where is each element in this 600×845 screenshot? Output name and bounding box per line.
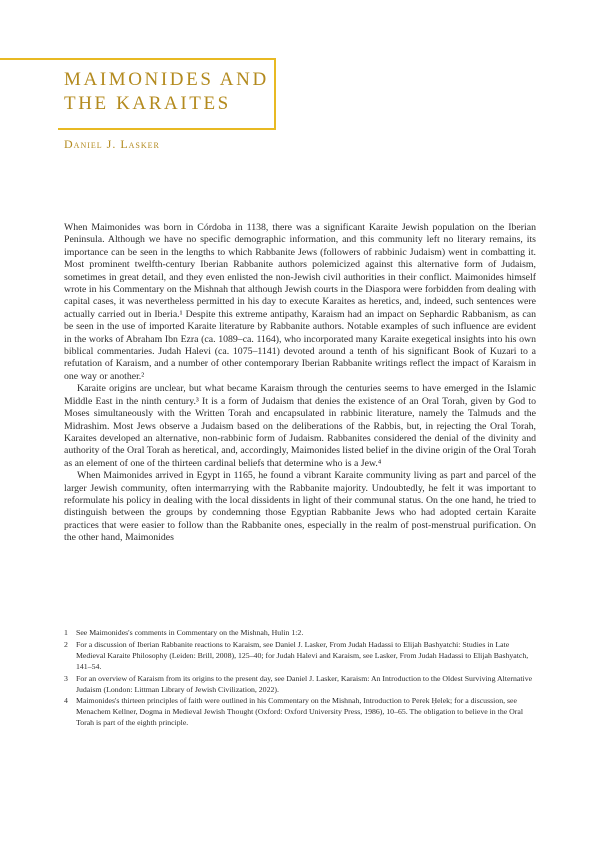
footnote-number: 3 xyxy=(64,673,68,683)
footnote-text: Maimonides's thirteen principles of faith were outlined in his Commentary on the Mishnah, Introduction to Perek Ḥelek; for a discussion, see Menachem Kellner, Dogma in Medieval Jewish Thought (Oxford: Oxford University Press, 1986), 10–65. The obligation to believe in the Oral Torah is part of the eighth principle. xyxy=(76,696,523,728)
chapter-title xyxy=(64,68,269,116)
footnote xyxy=(64,696,536,729)
body-paragraph: When Maimonides was born in Córdoba in 1138, there was a significant Karaite Jewish population on the Iberian Peninsula. Although we have no specific demographic information, and this community left no literary remains, its importance can be seen in the lengths to which Rabbanite Jews (followers of rabbinic Judaism) went in combatting it. Most prominent twelfth-century Iberian Rabbanite authors polemicized against this alternative form of Judaism, sometimes in great detail, and they even enlisted the non-Jewish civil authorities in their conflict. Maimonides himself wrote in his Commentary on the Mishnah that although Jewish courts in the Diaspora were forbidden from dealing with capital cases, it was nevertheless permitted in his day to execute Karaites as heretics, and, indeed, such sentences were actually carried out in Iberia.¹ Despite this extreme antipathy, Karaism had an impact on Sephardic Rabbanism, as can be seen in the use of imported Karaite literature by Rabbanite authors. Notable examples of such influence are evident in the works of Abraham Ibn Ezra (ca. 1089–ca. 1164), who incorporated many Karaite exegetical insights into his own biblical commentaries. Judah Halevi (ca. 1075–1141) devoted around a tenth of his significant Book of Kuzari to a refutation of Karaism, and a number of other contemporary Iberian Rabbanite writings reflect the impact of Karaism in one way or another.² xyxy=(64,222,536,382)
footnote xyxy=(64,628,536,639)
footnote-number: 2 xyxy=(64,639,68,649)
title-frame-top-rule xyxy=(0,58,276,60)
footnotes xyxy=(64,628,536,730)
footnote xyxy=(64,640,536,673)
footnote-text: See Maimonides's comments in Commentary on the Mishnah, Hulin 1:2. xyxy=(76,628,304,637)
footnote-number: 1 xyxy=(64,628,68,637)
chapter-title-line-2: THE KARAITES xyxy=(64,93,231,114)
author-name: Daniel J. Lasker xyxy=(64,137,160,151)
body-text xyxy=(64,222,536,545)
footnote-text: For an overview of Karaism from its origins to the present day, see Daniel J. Lasker, Karaism: An Introduction to the Oldest Surviving Alternative Judaism (London: Littman Library of Jewish Civilization, 2022). xyxy=(76,673,533,694)
footnote xyxy=(64,674,536,696)
footnote-number: 4 xyxy=(64,696,68,706)
chapter-title-line-1: MAIMONIDES AND xyxy=(64,69,269,90)
title-frame-right-rule xyxy=(274,58,276,130)
footnote-text: For a discussion of Iberian Rabbanite reactions to Karaism, see Daniel J. Lasker, From Judah Hadassi to Elijah Bashyatchi: Studies in Late Medieval Karaite Philosophy (Leiden: Brill, 2008), 125–40; for Judah Halevi and Karaism, see Lasker, From Judah Hadassi to Elijah Bashyatch, 141–54. xyxy=(76,639,529,671)
title-frame-bottom-rule xyxy=(58,128,276,130)
body-paragraph: Karaite origins are unclear, but what became Karaism through the centuries seems to have emerged in the Islamic Middle East in the ninth century.³ It is a form of Judaism that denies the existence of an Oral Torah, given by God to Moses simultaneously with the Written Torah and encapsulated in rabbinic literature, namely the Talmuds and the Midrashim. Most Jews observe a Judaism based on the deliberations of the Rabbis, but, in rejecting the Oral Torah, Karaites developed an alternative, non-rabbinic form of Judaism. Rabbanites considered the denial of the divinity and authority of the Oral Torah as heretical, and, accordingly, Maimonides listed belief in the divine origin of the Oral Torah as an element of one of the thirteen cardinal beliefs that determine who is a Jew.⁴ xyxy=(64,383,536,469)
body-paragraph: When Maimonides arrived in Egypt in 1165, he found a vibrant Karaite community living as part and parcel of the larger Jewish community, often intermarrying with the Rabbanite majority. Undoubtedly, he felt it was important to reformulate his policy in dealing with the local dissidents in light of their communal status. On the one hand, he tried to distinguish between the groups by condemning those Egyptian Rabbanite Jews who had adopted certain Karaite practices that were easier to follow than the Rabbanite ones, especially in the realm of post-menstrual purification. On the other hand, Maimonides xyxy=(64,470,536,544)
